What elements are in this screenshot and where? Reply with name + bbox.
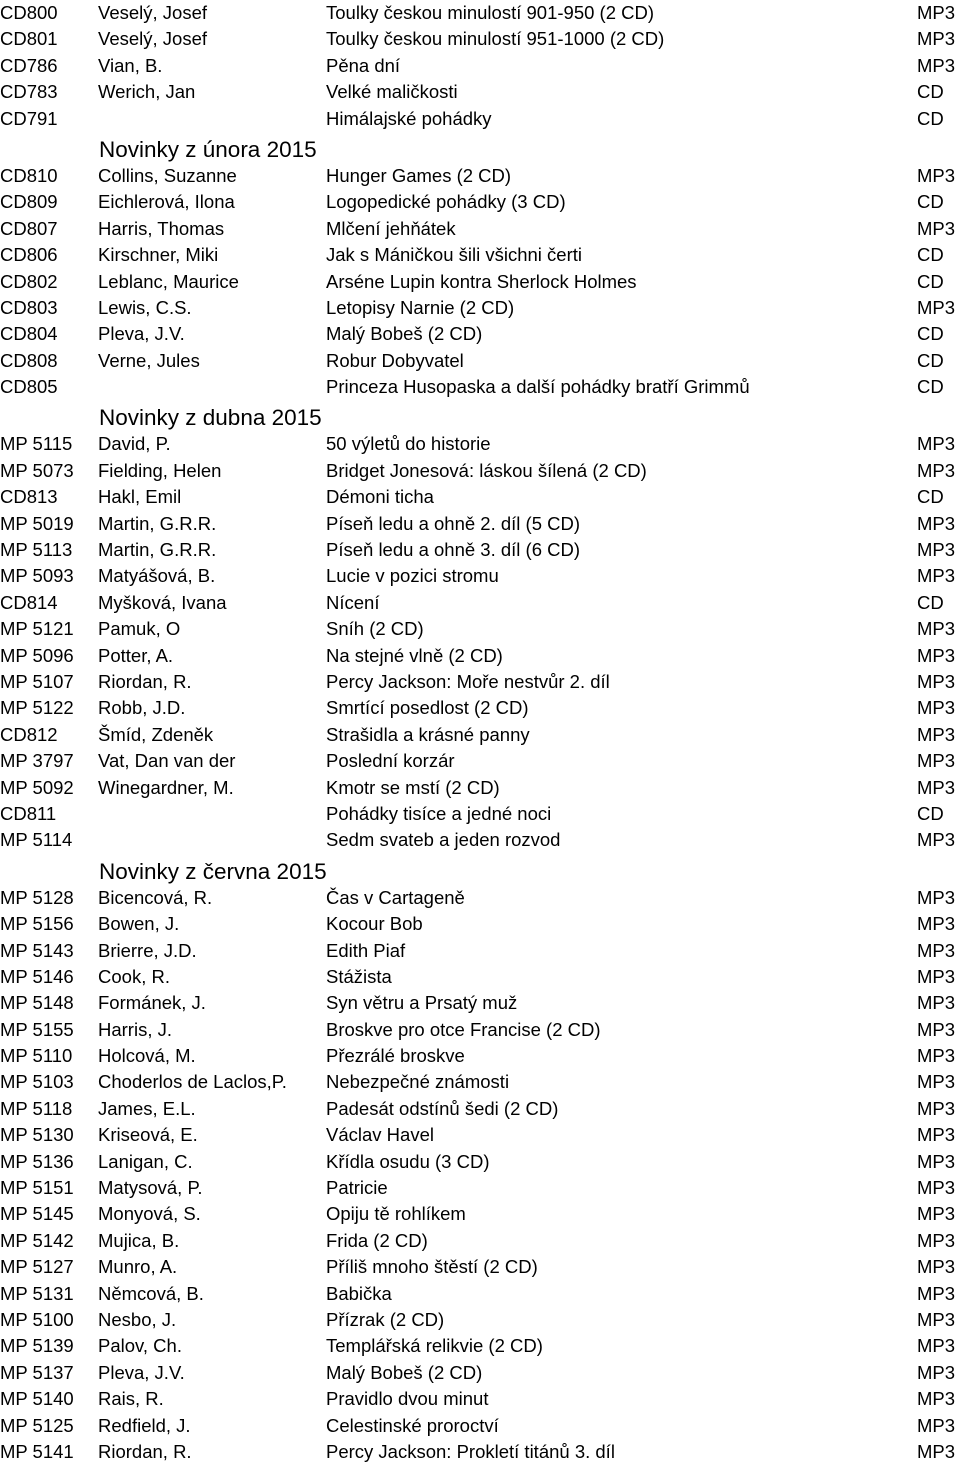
item-title: Malý Bobeš (2 CD): [326, 323, 483, 345]
catalog-section: [0, 132, 960, 401]
item-author: Veselý, Josef: [98, 2, 208, 23]
item-author: Kirschner, Miki: [98, 244, 219, 266]
catalog-row: [0, 1413, 960, 1439]
item-format: MP3: [917, 1124, 956, 1146]
catalog-row: [0, 827, 960, 853]
item-code: CD814: [0, 591, 58, 613]
item-author: Palov, Ch.: [98, 1335, 182, 1357]
item-title: Čas v Cartageně: [326, 886, 465, 908]
item-code: CD802: [0, 270, 58, 292]
item-author: Pamuk, O: [98, 618, 181, 640]
item-title: Sníh (2 CD): [326, 618, 424, 640]
item-author: Pleva, J.V.: [98, 323, 185, 345]
section-heading-text: Novinky z června 2015: [99, 858, 327, 884]
catalog-row: [0, 26, 960, 52]
item-code: CD801: [0, 28, 58, 50]
item-format: MP3: [917, 913, 956, 935]
catalog-row: [0, 431, 960, 457]
section-heading: [0, 132, 960, 163]
catalog-row: [0, 511, 960, 537]
item-code: CD803: [0, 296, 58, 318]
item-title: Toulky českou minulostí 901-950 (2 CD): [326, 2, 655, 23]
item-author: Myšková, Ivana: [98, 591, 227, 613]
item-format: MP3: [917, 1150, 956, 1172]
item-author: Kriseová, E.: [98, 1124, 198, 1146]
item-author: Collins, Suzanne: [98, 164, 237, 186]
item-format: CD: [917, 349, 944, 371]
item-title: Přezrálé broskve: [326, 1045, 465, 1067]
item-format: CD: [917, 591, 944, 613]
catalog-row: [0, 242, 960, 268]
section-heading: [0, 854, 960, 885]
item-title: Broskve pro otce Francise (2 CD): [326, 1018, 601, 1040]
item-author: Pleva, J.V.: [98, 1361, 185, 1383]
item-format: MP3: [917, 28, 956, 50]
item-author: Matysová, P.: [98, 1177, 203, 1199]
item-author: Brierre, J.D.: [98, 939, 197, 961]
item-title: Celestinské proroctví: [326, 1414, 499, 1436]
item-title: Percy Jackson: Prokletí titánů 3. díl: [326, 1440, 615, 1462]
item-code: CD786: [0, 54, 58, 76]
item-author: Verne, Jules: [98, 349, 200, 371]
item-format: MP3: [917, 1256, 956, 1278]
item-code: MP 5113: [0, 539, 73, 561]
item-author: Fielding, Helen: [98, 459, 222, 481]
item-author: Mujica, B.: [98, 1229, 180, 1251]
item-author: Monyová, S.: [98, 1203, 201, 1225]
item-title: Sedm svateb a jeden rozvod: [326, 829, 561, 851]
item-title: Pohádky tisíce a jedné noci: [326, 802, 552, 824]
item-title: Kocour Bob: [326, 913, 423, 935]
section-heading: [0, 400, 960, 431]
catalog-row: [0, 216, 960, 242]
item-author: Munro, A.: [98, 1256, 178, 1278]
catalog-row: [0, 1360, 960, 1386]
catalog-row: [0, 885, 960, 911]
item-title: Templářská relikvie (2 CD): [326, 1335, 543, 1357]
item-code: CD812: [0, 723, 58, 745]
item-format: MP3: [917, 1361, 956, 1383]
item-format: MP3: [917, 1203, 956, 1225]
item-title: Patricie: [326, 1177, 388, 1199]
item-format: MP3: [917, 1018, 956, 1040]
catalog-row: [0, 537, 960, 563]
item-format: MP3: [917, 618, 956, 640]
item-author: Vat, Dan van der: [98, 750, 236, 772]
catalog-row: [0, 1069, 960, 1095]
item-format: MP3: [917, 1335, 956, 1357]
item-code: MP 5140: [0, 1388, 74, 1410]
item-format: MP3: [917, 1045, 956, 1067]
item-title: Malý Bobeš (2 CD): [326, 1361, 483, 1383]
catalog-row: [0, 1017, 960, 1043]
item-title: Syn větru a Prsatý muž: [326, 992, 518, 1014]
catalog-row: [0, 616, 960, 642]
item-format: MP3: [917, 829, 956, 851]
catalog-row: [0, 0, 960, 26]
item-author: Eichlerová, Ilona: [98, 191, 235, 213]
catalog-row: [0, 163, 960, 189]
item-title: Percy Jackson: Moře nestvůr 2. díl: [326, 670, 610, 692]
item-title: Hunger Games (2 CD): [326, 164, 512, 186]
item-title: Robur Dobyvatel: [326, 349, 464, 371]
item-author: Matyášová, B.: [98, 565, 216, 587]
item-code: CD805: [0, 376, 58, 398]
item-code: MP 5125: [0, 1414, 74, 1436]
item-format: CD: [917, 802, 944, 824]
item-author: Martin, G.R.R.: [98, 539, 217, 561]
item-title: Křídla osudu (3 CD): [326, 1150, 490, 1172]
item-code: CD804: [0, 323, 58, 345]
item-code: MP 5110: [0, 1045, 73, 1067]
item-author: Lanigan, C.: [98, 1150, 193, 1172]
item-format: CD: [917, 376, 944, 398]
item-code: CD813: [0, 486, 58, 508]
item-title: Padesát odstínů šedi (2 CD): [326, 1097, 559, 1119]
item-code: MP 5145: [0, 1203, 74, 1225]
item-code: MP 5136: [0, 1150, 74, 1172]
item-title: Strašidla a krásné panny: [326, 723, 530, 745]
catalog-row: [0, 938, 960, 964]
item-author: Riordan, R.: [98, 670, 192, 692]
item-format: MP3: [917, 965, 956, 987]
item-author: David, P.: [98, 433, 171, 455]
catalog-row: [0, 1307, 960, 1333]
catalog-row: [0, 1175, 960, 1201]
item-title: Příliš mnoho štěstí (2 CD): [326, 1256, 538, 1278]
item-format: MP3: [917, 512, 956, 534]
item-format: CD: [917, 270, 944, 292]
item-title: Na stejné vlně (2 CD): [326, 644, 503, 666]
item-code: MP 5100: [0, 1308, 74, 1330]
item-author: Bicencová, R.: [98, 886, 213, 908]
catalog-row: [0, 1122, 960, 1148]
item-title: Kmotr se mstí (2 CD): [326, 776, 500, 798]
item-format: MP3: [917, 1282, 956, 1304]
item-title: Nebezpečné známosti: [326, 1071, 510, 1093]
item-title: Přízrak (2 CD): [326, 1308, 445, 1330]
item-code: CD806: [0, 244, 58, 266]
item-code: CD791: [0, 107, 58, 129]
item-author: Rais, R.: [98, 1388, 164, 1410]
item-title: Píseň ledu a ohně 2. díl (5 CD): [326, 512, 581, 534]
catalog-row: [0, 106, 960, 132]
item-code: MP 5096: [0, 644, 74, 666]
item-title: Mlčení jehňátek: [326, 217, 456, 239]
catalog-row: [0, 295, 960, 321]
item-format: CD: [917, 323, 944, 345]
item-author: Choderlos de Laclos,P.: [98, 1071, 287, 1093]
item-author: Lewis, C.S.: [98, 296, 192, 318]
item-code: MP 5151: [0, 1177, 74, 1199]
item-format: MP3: [917, 776, 956, 798]
item-format: CD: [917, 81, 944, 103]
item-title: Himálajské pohádky: [326, 107, 492, 129]
item-format: MP3: [917, 750, 956, 772]
item-code: MP 5139: [0, 1335, 74, 1357]
item-title: Velké maličkosti: [326, 81, 458, 103]
item-format: CD: [917, 244, 944, 266]
item-title: Babička: [326, 1282, 392, 1304]
item-format: MP3: [917, 1229, 956, 1251]
item-code: CD811: [0, 802, 57, 824]
item-author: Redfield, J.: [98, 1414, 191, 1436]
catalog-section: [0, 854, 960, 1465]
section-heading-text: Novinky z února 2015: [99, 136, 317, 162]
item-format: MP3: [917, 1071, 956, 1093]
item-title: Jak s Máničkou šili všichni čerti: [326, 244, 582, 266]
item-format: MP3: [917, 886, 956, 908]
item-author: Nesbo, J.: [98, 1308, 177, 1330]
item-title: Démoni ticha: [326, 486, 434, 508]
catalog-row: [0, 669, 960, 695]
item-code: MP 5155: [0, 1018, 74, 1040]
item-author: Winegardner, M.: [98, 776, 234, 798]
item-title: Princeza Husopaska a další pohádky bratří Grimmů: [326, 376, 750, 398]
item-code: MP 5114: [0, 829, 73, 851]
item-format: MP3: [917, 2, 956, 23]
item-code: MP 5148: [0, 992, 74, 1014]
item-code: CD809: [0, 191, 58, 213]
item-code: MP 5141: [0, 1440, 74, 1462]
catalog-row: [0, 374, 960, 400]
item-format: MP3: [917, 54, 956, 76]
item-author: Martin, G.R.R.: [98, 512, 217, 534]
item-author: Šmíd, Zdeněk: [98, 723, 214, 745]
catalog-row: [0, 1201, 960, 1227]
item-title: Opiju tě rohlíkem: [326, 1203, 466, 1225]
item-format: MP3: [917, 539, 956, 561]
item-code: MP 5131: [0, 1282, 74, 1304]
item-code: MP 5137: [0, 1361, 74, 1383]
item-title: Letopisy Narnie (2 CD): [326, 296, 515, 318]
item-code: MP 5019: [0, 512, 74, 534]
catalog-row: [0, 269, 960, 295]
section-heading-text: Novinky z dubna 2015: [99, 405, 322, 431]
catalog-row: [0, 911, 960, 937]
item-format: MP3: [917, 644, 956, 666]
item-author: Harris, Thomas: [98, 217, 225, 239]
item-code: MP 5073: [0, 459, 74, 481]
item-code: MP 5093: [0, 565, 74, 587]
item-author: Potter, A.: [98, 644, 174, 666]
item-format: MP3: [917, 1414, 956, 1436]
item-format: MP3: [917, 459, 956, 481]
item-format: MP3: [917, 433, 956, 455]
catalog-row: [0, 990, 960, 1016]
item-format: MP3: [917, 296, 956, 318]
catalog-row: [0, 458, 960, 484]
item-title: Pěna dní: [326, 54, 401, 76]
item-title: Toulky českou minulostí 951-1000 (2 CD): [326, 28, 665, 50]
item-code: CD807: [0, 217, 58, 239]
catalog-row: [0, 695, 960, 721]
item-author: Němcová, B.: [98, 1282, 204, 1304]
item-title: Nícení: [326, 591, 380, 613]
item-code: MP 5128: [0, 886, 74, 908]
item-author: Robb, J.D.: [98, 697, 186, 719]
item-format: MP3: [917, 939, 956, 961]
item-code: MP 5122: [0, 697, 74, 719]
catalog-row: [0, 964, 960, 990]
item-code: CD808: [0, 349, 58, 371]
item-code: MP 5103: [0, 1071, 74, 1093]
item-author: Holcová, M.: [98, 1045, 196, 1067]
item-format: MP3: [917, 164, 956, 186]
item-title: Lucie v pozici stromu: [326, 565, 499, 587]
item-format: CD: [917, 191, 944, 213]
catalog-row: [0, 1439, 960, 1465]
item-format: MP3: [917, 1308, 956, 1330]
item-title: Poslední korzár: [326, 750, 455, 772]
item-author: James, E.L.: [98, 1097, 196, 1119]
item-code: CD800: [0, 2, 58, 23]
item-title: Frida (2 CD): [326, 1229, 428, 1251]
catalog-row: [0, 1149, 960, 1175]
item-author: Formánek, J.: [98, 992, 206, 1014]
item-code: MP 5130: [0, 1124, 74, 1146]
catalog-row: [0, 1043, 960, 1069]
item-code: MP 5142: [0, 1229, 74, 1251]
item-code: MP 5121: [0, 618, 74, 640]
catalog-row: [0, 189, 960, 215]
item-title: Píseň ledu a ohně 3. díl (6 CD): [326, 539, 581, 561]
item-format: MP3: [917, 1388, 956, 1410]
item-title: Edith Piaf: [326, 939, 406, 961]
catalog-row: [0, 775, 960, 801]
item-code: MP 5092: [0, 776, 74, 798]
item-author: Veselý, Josef: [98, 28, 208, 50]
item-title: Pravidlo dvou minut: [326, 1388, 489, 1410]
item-code: MP 5146: [0, 965, 74, 987]
item-author: Werich, Jan: [98, 81, 196, 103]
catalog-row: [0, 1281, 960, 1307]
item-code: CD783: [0, 81, 58, 103]
item-format: CD: [917, 107, 944, 129]
item-author: Bowen, J.: [98, 913, 180, 935]
catalog-row: [0, 643, 960, 669]
item-code: MP 5156: [0, 913, 74, 935]
catalog-row: [0, 801, 960, 827]
item-format: MP3: [917, 565, 956, 587]
catalog-section: [0, 400, 960, 853]
item-format: MP3: [917, 992, 956, 1014]
item-title: Arséne Lupin kontra Sherlock Holmes: [326, 270, 637, 292]
item-format: MP3: [917, 1177, 956, 1199]
catalog-row: [0, 1333, 960, 1359]
catalog-row: [0, 1096, 960, 1122]
item-code: CD810: [0, 164, 58, 186]
item-title: Stážista: [326, 965, 392, 987]
item-author: Cook, R.: [98, 965, 170, 987]
item-title: Logopedické pohádky (3 CD): [326, 191, 566, 213]
item-author: Vian, B.: [98, 54, 163, 76]
item-author: Riordan, R.: [98, 1440, 192, 1462]
catalog-row: [0, 484, 960, 510]
item-format: MP3: [917, 723, 956, 745]
item-title: Smrtící posedlost (2 CD): [326, 697, 529, 719]
catalog-row: [0, 748, 960, 774]
catalog-section: [0, 0, 960, 132]
item-code: MP 5127: [0, 1256, 74, 1278]
item-format: CD: [917, 486, 944, 508]
item-code: MP 5107: [0, 670, 74, 692]
item-format: MP3: [917, 697, 956, 719]
item-code: MP 5143: [0, 939, 74, 961]
item-code: MP 5115: [0, 433, 73, 455]
catalog-row: [0, 53, 960, 79]
item-code: MP 3797: [0, 750, 74, 772]
item-title: 50 výletů do historie: [326, 433, 491, 455]
item-format: MP3: [917, 217, 956, 239]
item-author: Leblanc, Maurice: [98, 270, 239, 292]
catalog-row: [0, 590, 960, 616]
catalog-row: [0, 722, 960, 748]
catalog-row: [0, 1228, 960, 1254]
item-code: MP 5118: [0, 1097, 73, 1119]
item-author: Harris, J.: [98, 1018, 172, 1040]
catalog-row: [0, 563, 960, 589]
catalog-row: [0, 348, 960, 374]
item-format: MP3: [917, 1440, 956, 1462]
item-format: MP3: [917, 670, 956, 692]
item-format: MP3: [917, 1097, 956, 1119]
item-title: Bridget Jonesová: láskou šílená (2 CD): [326, 459, 647, 481]
catalog-row: [0, 79, 960, 105]
catalog-row: [0, 1254, 960, 1280]
catalog-row: [0, 1386, 960, 1412]
item-title: Václav Havel: [326, 1124, 434, 1146]
item-author: Hakl, Emil: [98, 486, 182, 508]
catalog-row: [0, 321, 960, 347]
